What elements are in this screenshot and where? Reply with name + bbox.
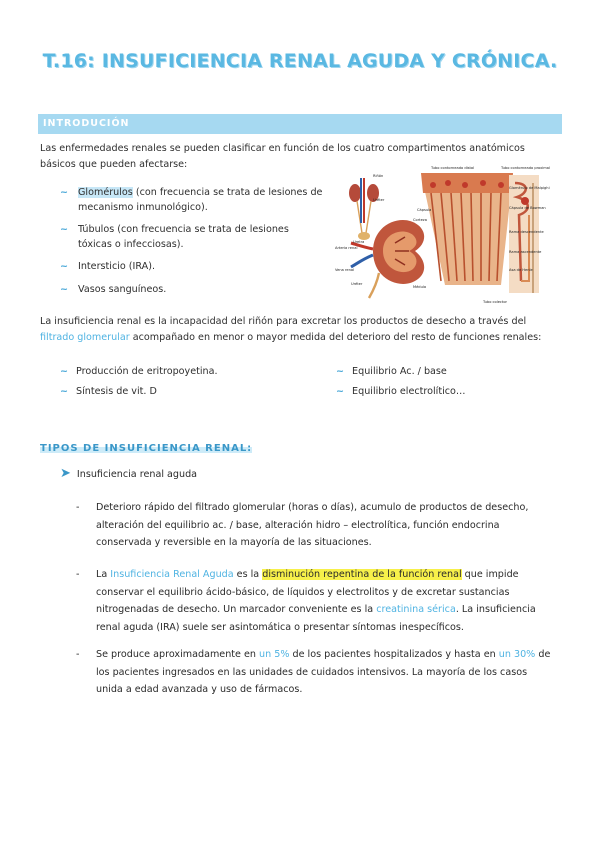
tipos-heading xyxy=(40,443,252,453)
tilde-icon: ~ xyxy=(60,261,69,272)
text-run: Se produce aproximadamente en xyxy=(96,649,260,660)
text-run: La xyxy=(96,569,111,580)
tilde-icon: ~ xyxy=(336,366,345,377)
function-text: Síntesis de vit. D xyxy=(76,386,157,397)
item-term: Glomérulos xyxy=(78,187,133,198)
function-left-1 xyxy=(60,366,218,377)
keyword-creatinina: creatinina sérica xyxy=(376,604,456,615)
text-run: que impide conservar el equilibrio ácido-básico, de líquidos y electrolitos y de excretar sustancias nitrogenadas de desecho. Un marcador conveniente es la xyxy=(96,569,519,615)
paragraph-text xyxy=(96,646,556,699)
intro-heading: INTRODUCIÓN xyxy=(38,114,562,134)
label-vena-renal: Vena renal xyxy=(335,268,355,272)
label-tubo-proximal: Tubo contorneado proximal xyxy=(501,166,550,170)
dash-icon: - xyxy=(76,569,80,580)
tipos-heading-text: TIPOS DE INSUFICIENCIA RENAL: xyxy=(40,443,253,454)
definition-paragraph xyxy=(40,314,558,345)
compartment-list xyxy=(60,186,325,305)
label-rama-desc: Rama descendente xyxy=(509,230,544,234)
keyword-ira: Insuficiencia Renal Aguda xyxy=(110,569,234,580)
label-tubo-distal: Tubo contorneado distal xyxy=(431,166,475,170)
label-capsula: Cápsula xyxy=(417,208,432,212)
subheading-ira xyxy=(60,466,197,481)
dash-icon: - xyxy=(76,502,80,513)
label-colector: Tubo colector xyxy=(483,300,507,304)
function-text: Equilibrio Ac. / base xyxy=(352,366,447,377)
item-text: (con frecuencia se trata de lesiones de mecanismo inmunológico). xyxy=(78,187,323,213)
item-text: Vasos sanguíneos. xyxy=(78,283,167,295)
paragraph-deterioro xyxy=(76,499,556,552)
definition-text: La insuficiencia renal es la incapacidad del riñón para excretar los productos de desecho a través del xyxy=(40,316,527,327)
label-bowman: Cápsula de Bowman xyxy=(509,206,546,210)
function-text: Producción de eritropoyetina. xyxy=(76,366,218,377)
text-run: de los pacientes hospitalizados y hasta en xyxy=(289,649,499,660)
label-arteria-renal: Arteria renal xyxy=(335,246,358,250)
keyword-5-percent: un 5% xyxy=(259,649,290,660)
function-right-2 xyxy=(336,386,466,397)
label-corteza: Corteza xyxy=(413,218,427,222)
paragraph-text xyxy=(96,566,556,636)
tilde-icon: ~ xyxy=(336,386,345,397)
dash-icon: - xyxy=(76,649,80,660)
paragraph-text: Deterioro rápido del filtrado glomerular (horas o días), acumulo de productos de desecho, alteración del equilibrio ac. / base, alteración hidro – electrolítica, función endocrina conservada y reversible en la mayoría de las situaciones. xyxy=(96,502,529,548)
paragraph-incidencia xyxy=(76,646,556,699)
item-text: Intersticio (IRA). xyxy=(78,261,156,272)
intro-paragraph: Las enfermedades renales se pueden clasificar en función de los cuatro compartimentos anatómicos básicos que pueden afectarse: xyxy=(40,143,525,170)
text-run: es la xyxy=(233,569,263,580)
list-item xyxy=(60,260,325,275)
kidney-nephron-illustration xyxy=(333,163,550,306)
keyword-30-percent: un 30% xyxy=(498,649,536,660)
label-rama-asc: Rama ascendente xyxy=(509,250,542,254)
tilde-icon: ~ xyxy=(60,283,69,295)
item-text: Túbulos (con frecuencia se trata de lesiones tóxicas o infecciosas). xyxy=(78,224,289,250)
label-glomerulo: Glomérulo de Malpighi xyxy=(509,186,550,190)
arrow-right-icon: ➤ xyxy=(60,466,71,481)
function-text: Equilibrio electrolítico… xyxy=(352,386,466,397)
label-uretra: Uretra xyxy=(353,240,365,244)
page-title: T.16: INSUFICIENCIA RENAL AGUDA Y CRÓNICA. xyxy=(42,50,558,72)
tilde-icon: ~ xyxy=(60,224,69,235)
definition-keyword: filtrado glomerular xyxy=(40,331,130,343)
highlight-disminucion: disminución repentina de la función renal xyxy=(262,569,462,580)
function-left-2 xyxy=(60,386,157,397)
paragraph-definicion-ira xyxy=(76,566,556,636)
subheading-text: Insuficiencia renal aguda xyxy=(76,469,198,480)
label-asa: Asa de Henle xyxy=(509,268,533,272)
text-run: . La insuficiencia renal aguda (IRA) suele ser asintomática o presentar síntomas inespecíficos. xyxy=(96,604,536,633)
definition-text-end: acompañado en menor o mayor medida del deterioro del resto de funciones renales: xyxy=(129,331,542,343)
tubule-detail-icon xyxy=(509,175,539,293)
function-right-1 xyxy=(336,366,447,377)
label-ureter-2: Uréter xyxy=(351,282,363,286)
tilde-icon: ~ xyxy=(60,386,69,397)
tilde-icon: ~ xyxy=(60,187,69,198)
list-item xyxy=(60,186,325,215)
label-medula: Médula xyxy=(413,285,427,289)
list-item xyxy=(60,223,325,252)
list-item xyxy=(60,283,325,298)
text-run: de los pacientes ingresados en las unidades de cuidados intensivos. La mayoría de los casos unida a edad avanzada y uso de fármacos. xyxy=(96,649,551,695)
label-rinon: Riñón xyxy=(373,174,384,178)
tilde-icon: ~ xyxy=(60,366,69,377)
label-ureter: Uréter xyxy=(373,198,385,202)
